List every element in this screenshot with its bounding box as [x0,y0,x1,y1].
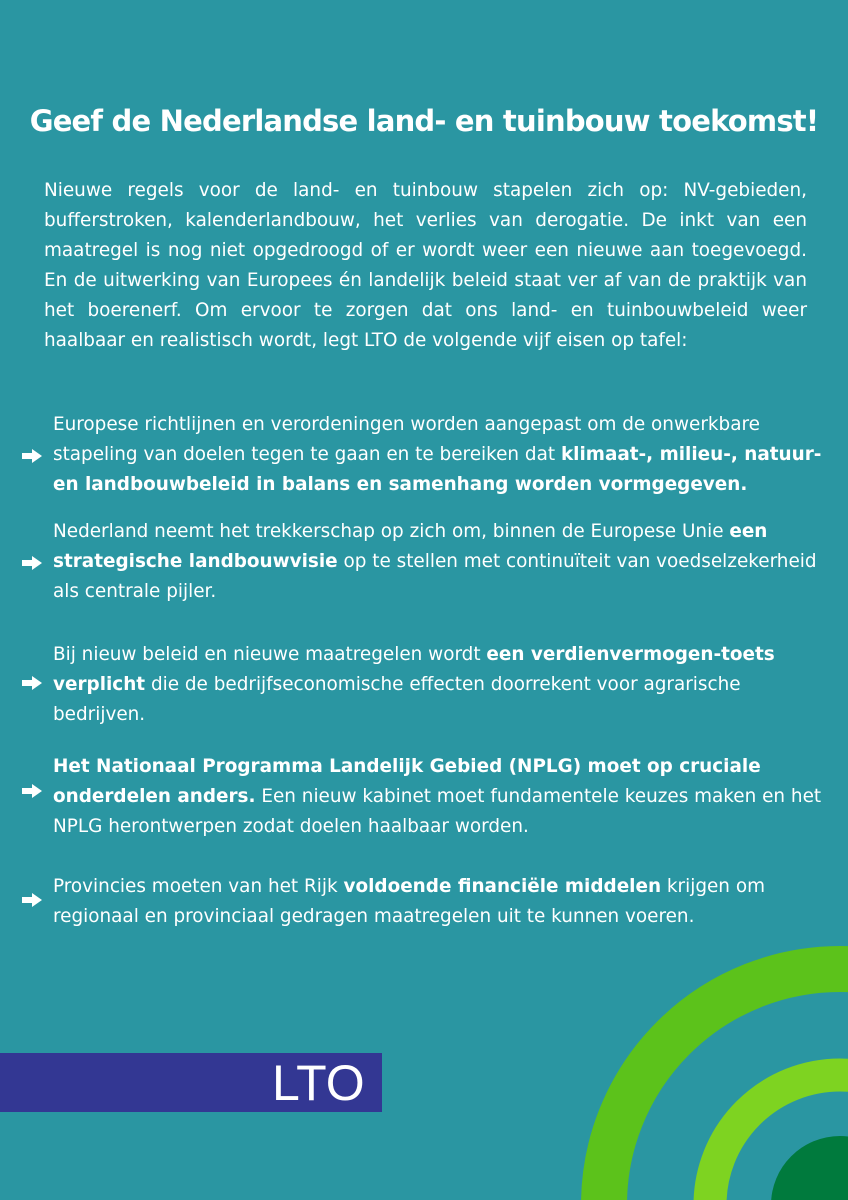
demand-highlight: Het Nationaal Programma Landelijk Gebied (NPLG) moet op cruciale onderdelen anders. [53,756,761,807]
inner-ring [710,1075,848,1200]
demand-text: Een nieuw kabinet moet fundamentele keuzes maken en het NPLG herontwerpen zodat doelen haalbaar worden. [53,786,822,837]
demand-highlight: voldoende financiële middelen [343,876,662,897]
demand-highlight: een verdienvermogen-toets verplicht [53,644,775,695]
demand-highlight: klimaat-, milieu-, natuur- en landbouwbeleid in balans en samenhang worden vormgegeven. [53,444,822,495]
demand-highlight: een strategische landbouwvisie [53,521,768,572]
demand-item-1 [53,410,823,500]
demand-text: Bij nieuw beleid en nieuwe maatregelen wordt [53,644,487,665]
demand-text: die de bedrijfseconomische effecten doorrekent voor agrarische bedrijven. [53,674,741,725]
demand-text: op te stellen met continuïteit van voedselzekerheid als centrale pijler. [53,551,817,602]
demand-text: Europese richtlijnen en verordeningen worden aangepast om de onwerkbare stapeling van doelen tegen te gaan en te bereiken dat [53,414,760,465]
arrow-right-icon [21,675,43,691]
demand-text: Nederland neemt het trekkerschap op zich om, binnen de Europese Unie [53,521,730,542]
arrow-right-icon [21,783,43,799]
demand-text: Provincies moeten van het Rijk [53,876,344,897]
arrow-right-icon [21,448,43,464]
page-title: Geef de Nederlandse land- en tuinbouw toekomst! [29,104,819,138]
center-dot [771,1136,848,1200]
demand-item-4 [53,752,823,842]
lto-logo: LTO [272,1055,365,1111]
demand-text: krijgen om regionaal en provinciaal gedragen maatregelen uit te kunnen voeren. [53,876,765,927]
demand-item-3 [53,640,823,730]
intro-paragraph: Nieuwe regels voor de land- en tuinbouw stapelen zich op: NV-gebieden, bufferstroken, kalenderlandbouw, het verlies van derogatie. De inkt van een maatregel is nog niet opgedroogd of er wordt weer een nieuwe aan toegevoegd. En de uitwerking van Europees én landelijk beleid staat ver af van de praktijk van het boerenerf. Om ervoor te zorgen dat ons land- en tuinbouwbeleid weer haalbaar en realistisch wordt, legt LTO de volgende vijf eisen op tafel: [44,180,807,351]
demand-item-5 [53,872,823,932]
outer-ring [604,969,848,1200]
arrow-right-icon [21,555,43,571]
arrow-right-icon [21,892,43,908]
demand-item-2 [53,517,823,607]
